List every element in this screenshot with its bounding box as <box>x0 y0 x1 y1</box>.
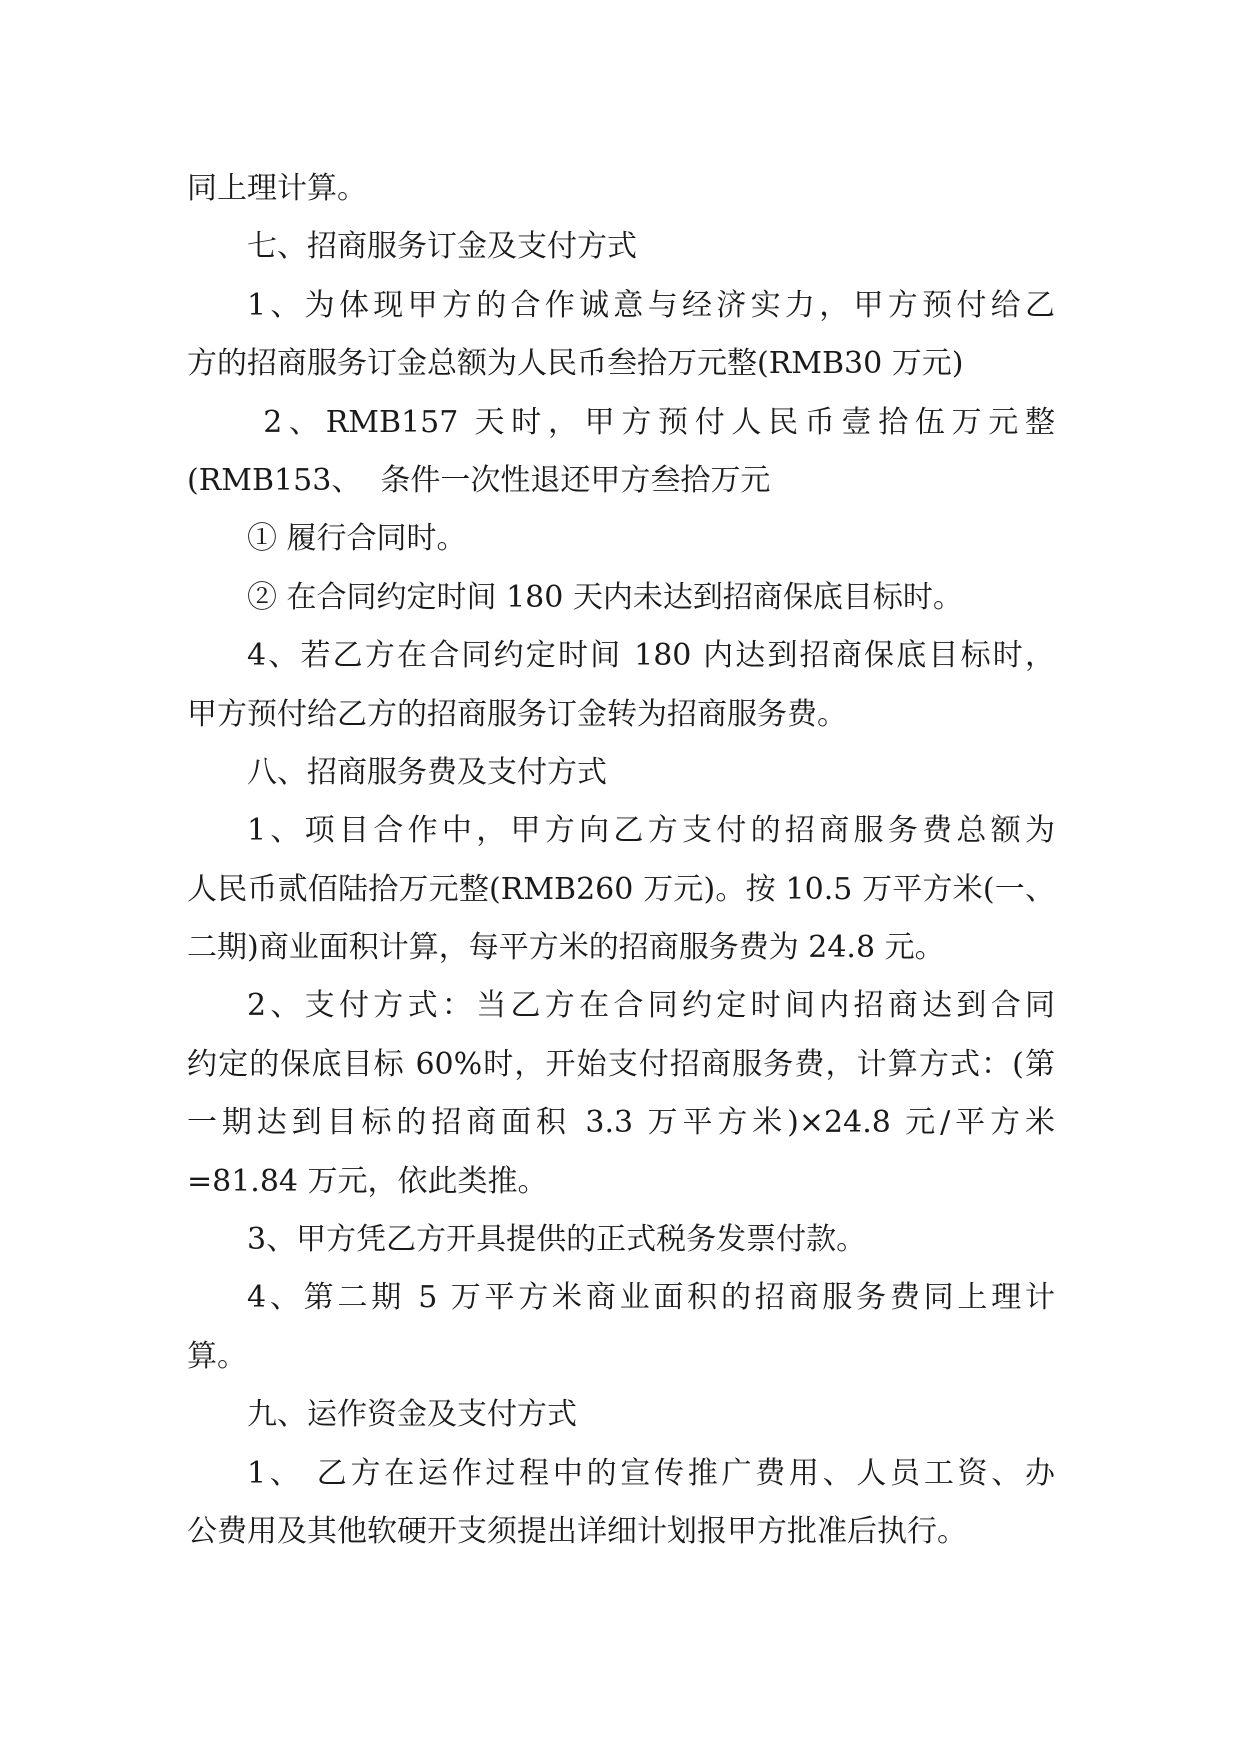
text-line-21: 算。 <box>187 1338 247 1374</box>
text-line-19: 3、甲方凭乙方开具提供的正式税务发票付款。 <box>247 1222 867 1258</box>
text-line-18: =81.84 万元，依此类推。 <box>187 1163 548 1199</box>
text-line-9: 4、若乙方在合同约定时间 180 内达到招商保底目标时， <box>247 638 1055 674</box>
document-body <box>187 160 1055 1561</box>
text-line-7: ① 履行合同时。 <box>247 521 467 557</box>
text-line-12: 1、项目合作中，甲方向乙方支付的招商服务费总额为 <box>247 813 1055 849</box>
text-line-15: 2、支付方式：当乙方在合同约定时间内招商达到合同 <box>247 988 1055 1024</box>
section-heading-8: 八、招商服务费及支付方式 <box>247 754 607 790</box>
text-line-16: 约定的保底目标 60%时，开始支付招商服务费，计算方式：(第 <box>187 1046 1055 1082</box>
text-line-1: 同上理计算。 <box>187 171 367 206</box>
text-line-6: (RMB153、 条件一次性退还甲方叁拾万元 <box>187 462 771 498</box>
text-line-17: 一期达到目标的招商面积 3.3 万平方米)×24.8 元/平方米 <box>187 1105 1055 1141</box>
text-line-14: 二期)商业面积计算，每平方米的招商服务费为 24.8 元。 <box>187 930 945 966</box>
text-line-8: ② 在合同约定时间 180 天内未达到招商保底目标时。 <box>247 579 963 615</box>
text-line-20: 4、第二期 5 万平方米商业面积的招商服务费同上理计 <box>247 1280 1055 1316</box>
text-line-24: 公费用及其他软硬开支须提出详细计划报甲方批准后执行。 <box>187 1513 967 1549</box>
text-line-13: 人民币贰佰陆拾万元整(RMB260 万元)。按 10.5 万平方米(一、 <box>187 871 1055 907</box>
text-line-3: 1、为体现甲方的合作诚意与经济实力，甲方预付给乙 <box>247 287 1055 323</box>
text-line-4: 方的招商服务订金总额为人民币叁拾万元整(RMB30 万元) <box>187 346 964 382</box>
section-heading-9: 九、运作资金及支付方式 <box>247 1397 577 1433</box>
text-line-10: 甲方预付给乙方的招商服务订金转为招商服务费。 <box>187 696 847 732</box>
text-line-5: 2、RMB157 天时，甲方预付人民币壹拾伍万元整 <box>247 404 1055 440</box>
text-line-23: 1、 乙方在运作过程中的宣传推广费用、人员工资、办 <box>247 1455 1055 1491</box>
section-heading-7: 七、招商服务订金及支付方式 <box>247 229 637 265</box>
